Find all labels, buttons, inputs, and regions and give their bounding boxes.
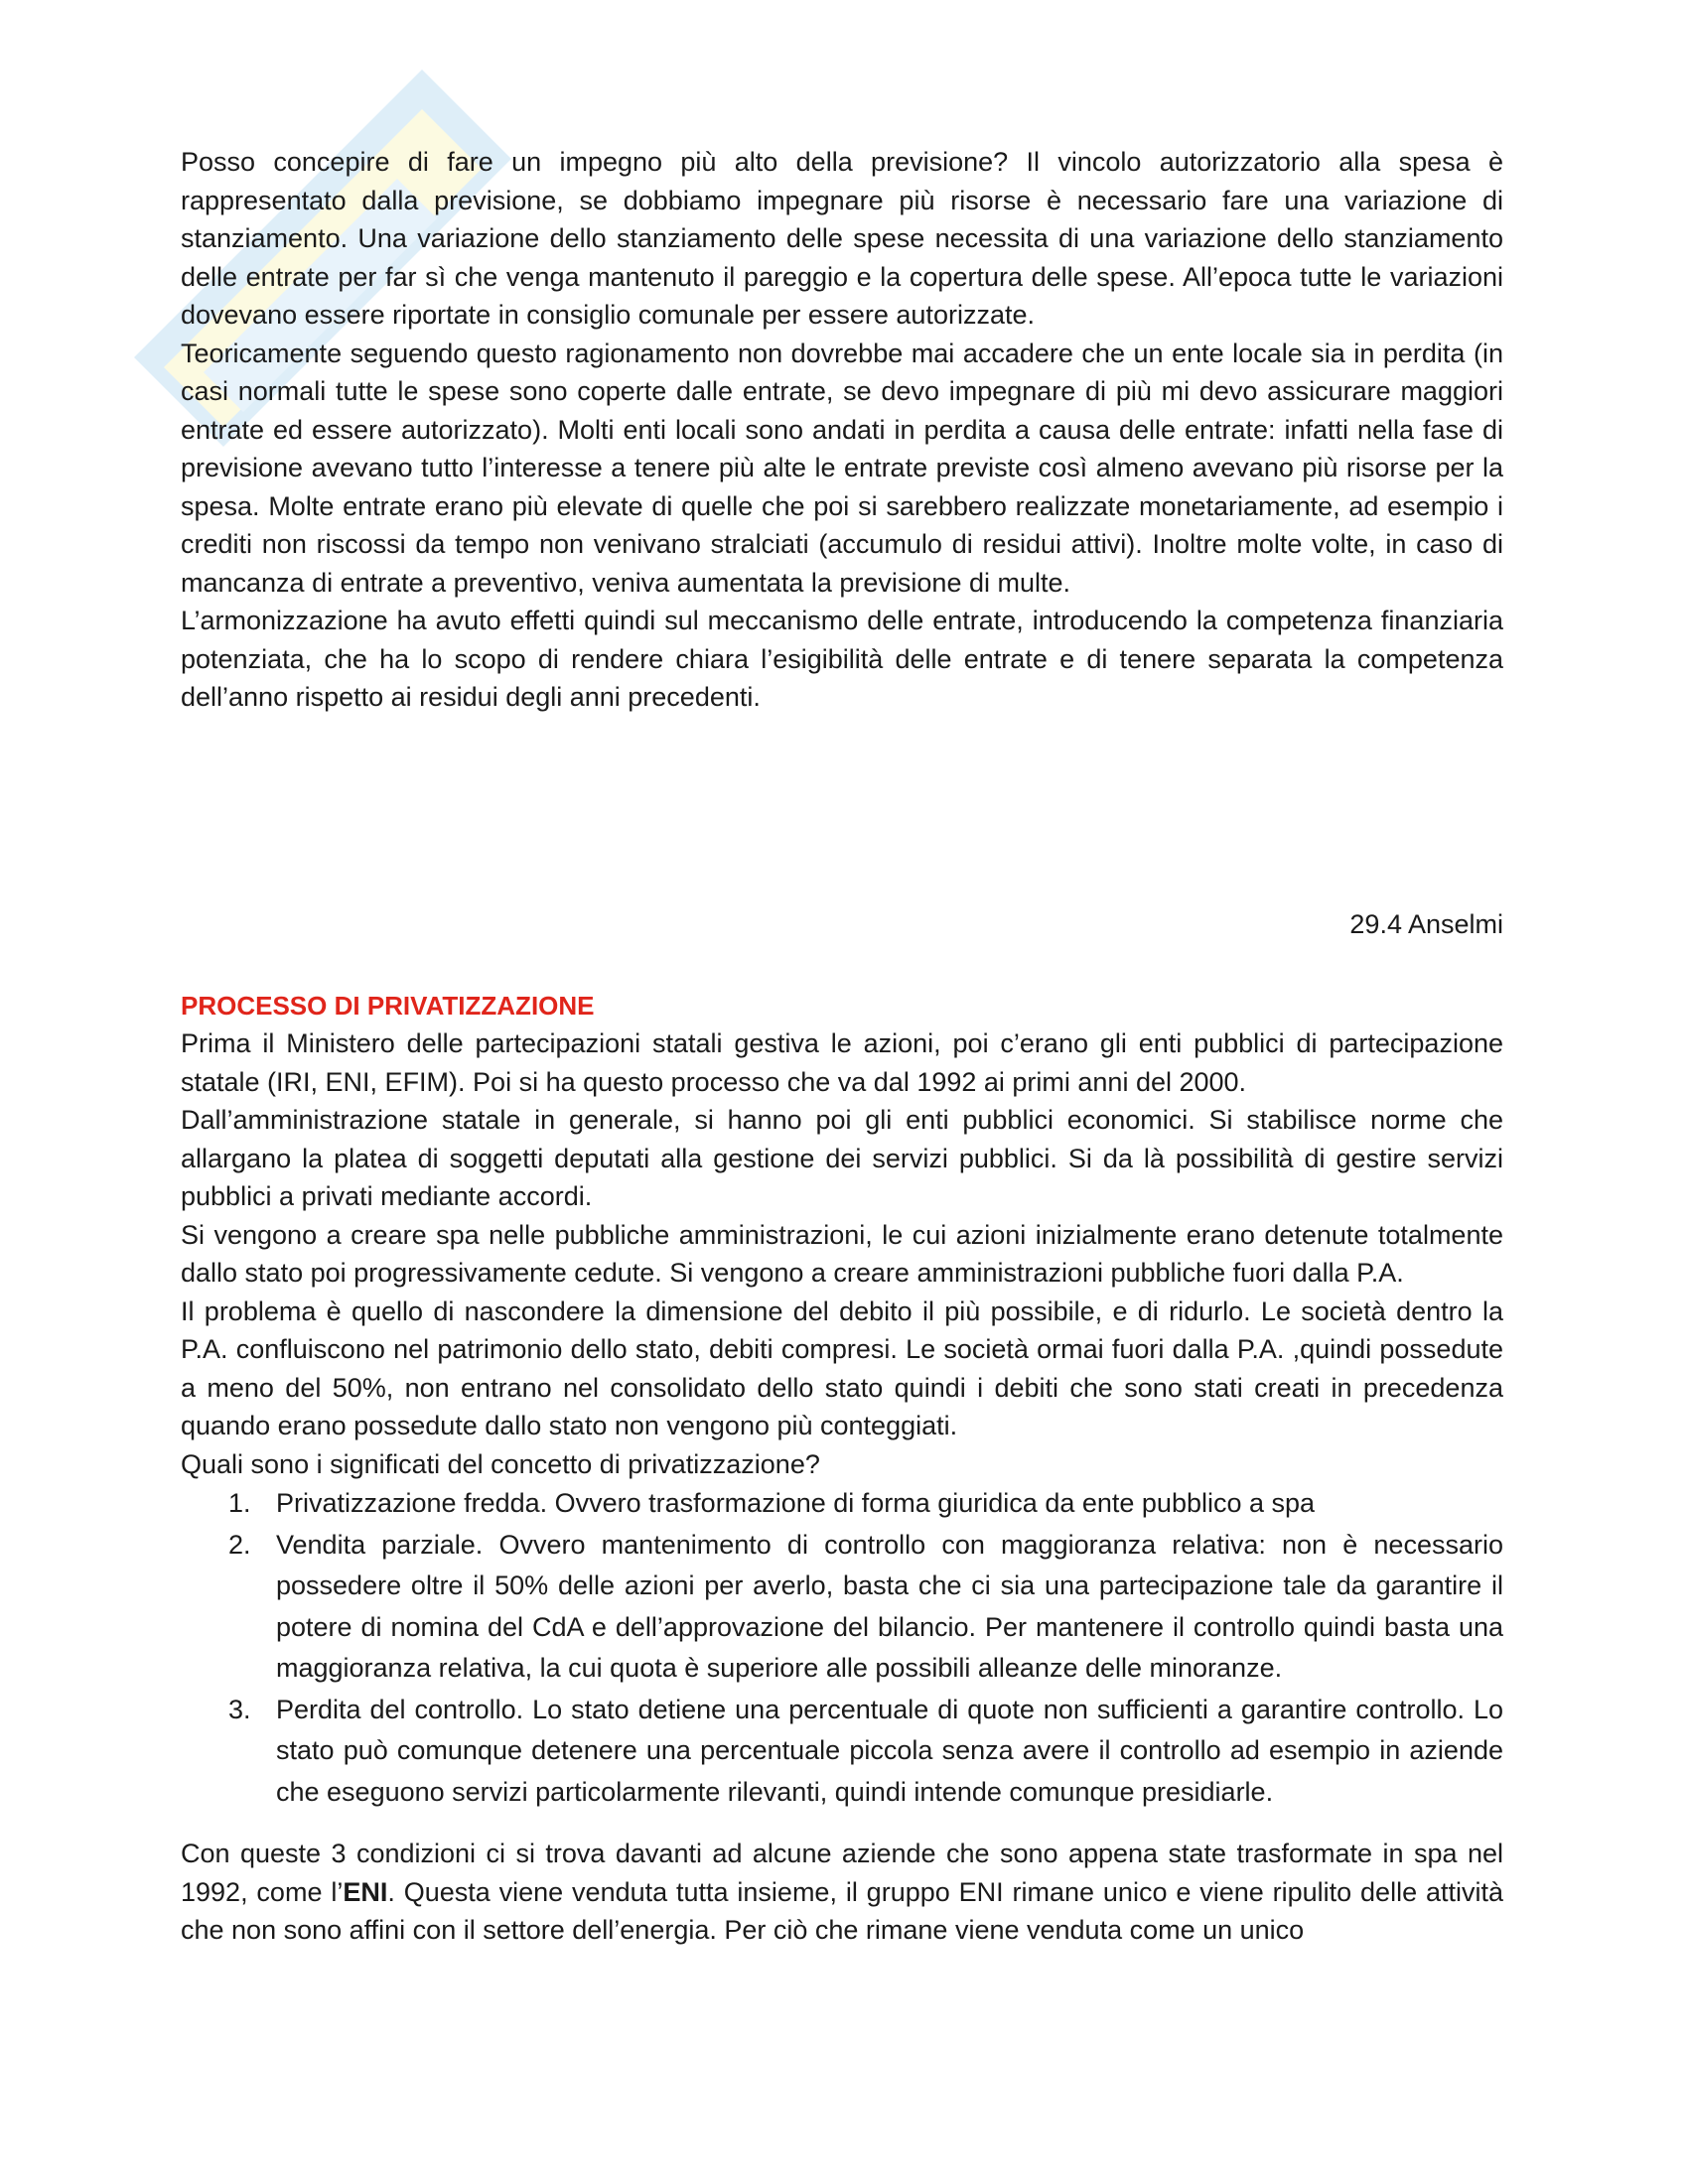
list-item-number: 1. [228,1488,251,1518]
intro-paragraph-2: Teoricamente seguendo questo ragionamento non dovrebbe mai accadere che un ente locale sia in perdita (in casi normali tutte le spese sono coperte dalle entrate, se devo impegnare di più mi devo assicurare maggiori entrate ed essere autorizzato). Molti enti locali sono andati in perdita a causa delle entrate: infatti nella fase di previsione avevano tutto l’interesse a tenere più alte le entrate previste così almeno avevano più risorse per la spesa. Molte entrate erano più elevate di quelle che poi si sarebbero realizzate monetariamente, ad esempio i crediti non riscossi da tempo non venivano stralciati (accumulo di residui attivi). Inoltre molte volte, in caso di mancanza di entrate a preventivo, veniva aumentata la previsione di multe. [181,338,1503,598]
closing-paragraph [181,1835,1503,1950]
section-paragraph-4: Il problema è quello di nascondere la dimensione del debito il più possibile, e di ridurlo. Le società dentro la P.A. confluiscono nel patrimonio dello stato, debiti compresi. Le società ormai fuori dalla P.A. ,quindi possedute a meno del 50%, non entrano nel consolidato dello stato quindi i debiti che sono stati creati in precedenza quando erano possedute dallo stato non vengono più conteggiati. [181,1296,1503,1440]
list-item-text: Perdita del controllo. Lo stato detiene una percentuale di quote non sufficienti a garantire controllo. Lo stato può comunque detenere una percentuale piccola senza avere il controllo ad esempio in aziende che eseguono servizi particolarmente rilevanti, quindi intende comunque presidiarle. [276,1694,1503,1807]
intro-section [181,143,1503,717]
closing-bold-eni: ENI [343,1876,388,1907]
privatization-meanings-list [181,1483,1503,1813]
intro-paragraph-3: L’armonizzazione ha avuto effetti quindi sul meccanismo delle entrate, introducendo la competenza finanziaria potenziata, che ha lo scopo di rendere chiara l’esigibilità delle entrate e di tenere separata la competenza dell’anno rispetto ai residui degli anni precedenti. [181,606,1503,712]
privatization-section [181,987,1503,1950]
section-paragraph-2: Dall’amministrazione statale in generale, si hanno poi gli enti pubblici economici. Si stabilisce norme che allargano la platea di soggetti deputati alla gestione dei servizi pubblici. Si da là possibilità di gestire servizi pubblici a privati mediante accordi. [181,1105,1503,1211]
lecture-date-label: 29.4 Anselmi [1349,909,1503,939]
closing-text-before: Con queste 3 condizioni ci si trova davanti ad alcune aziende che sono appena state trasformate in spa nel 1992, come l’ [181,1839,1503,1907]
section-title: PROCESSO DI PRIVATIZZAZIONE [181,991,595,1021]
list-item-number: 2. [228,1529,251,1560]
list-item [181,1483,1503,1525]
list-item [181,1690,1503,1814]
section-paragraph-5: Quali sono i significati del concetto di privatizzazione? [181,1448,820,1479]
list-item-text: Vendita parziale. Ovvero mantenimento di controllo con maggioranza relativa: non è necessario possedere oltre il 50% delle azioni per averlo, basta che ci sia una partecipazione tale da garantire il potere di nomina del CdA e dell’approvazione del bilancio. Per mantenere il controllo quindi basta una maggioranza relativa, la cui quota è superiore alle possibili alleanze delle minoranze. [276,1529,1503,1683]
list-item-text: Privatizzazione fredda. Ovvero trasformazione di forma giuridica da ente pubblico a spa [276,1488,1316,1518]
closing-text-after: . Questa viene venduta tutta insieme, il gruppo ENI rimane unico e viene ripulito delle attività che non sono affini con il settore dell’energia. Per ciò che rimane viene venduta come un unico [181,1876,1503,1945]
intro-paragraph-1: Posso concepire di fare un impegno più alto della previsione? Il vincolo autorizzatorio alla spesa è rappresentato dalla previsione, se dobbiamo impegnare più risorse è necessario fare una variazione di stanziamento. Una variazione dello stanziamento delle spese necessita di una variazione dello stanziamento delle entrate per far sì che venga mantenuto il pareggio e la copertura delle spese. All’epoca tutte le variazioni dovevano essere riportate in consiglio comunale per essere autorizzate. [181,147,1503,330]
list-item-number: 3. [228,1694,251,1724]
section-paragraph-3: Si vengono a creare spa nelle pubbliche amministrazioni, le cui azioni inizialmente erano detenute totalmente dallo stato poi progressivamente cedute. Si vengono a creare amministrazioni pubbliche fuori dalla P.A. [181,1219,1503,1288]
list-item [181,1525,1503,1690]
section-paragraph-1: Prima il Ministero delle partecipazioni statali gestiva le azioni, poi c’erano gli enti pubblici di partecipazione statale (IRI, ENI, EFIM). Poi si ha questo processo che va dal 1992 ai primi anni del 2000. [181,1028,1503,1097]
